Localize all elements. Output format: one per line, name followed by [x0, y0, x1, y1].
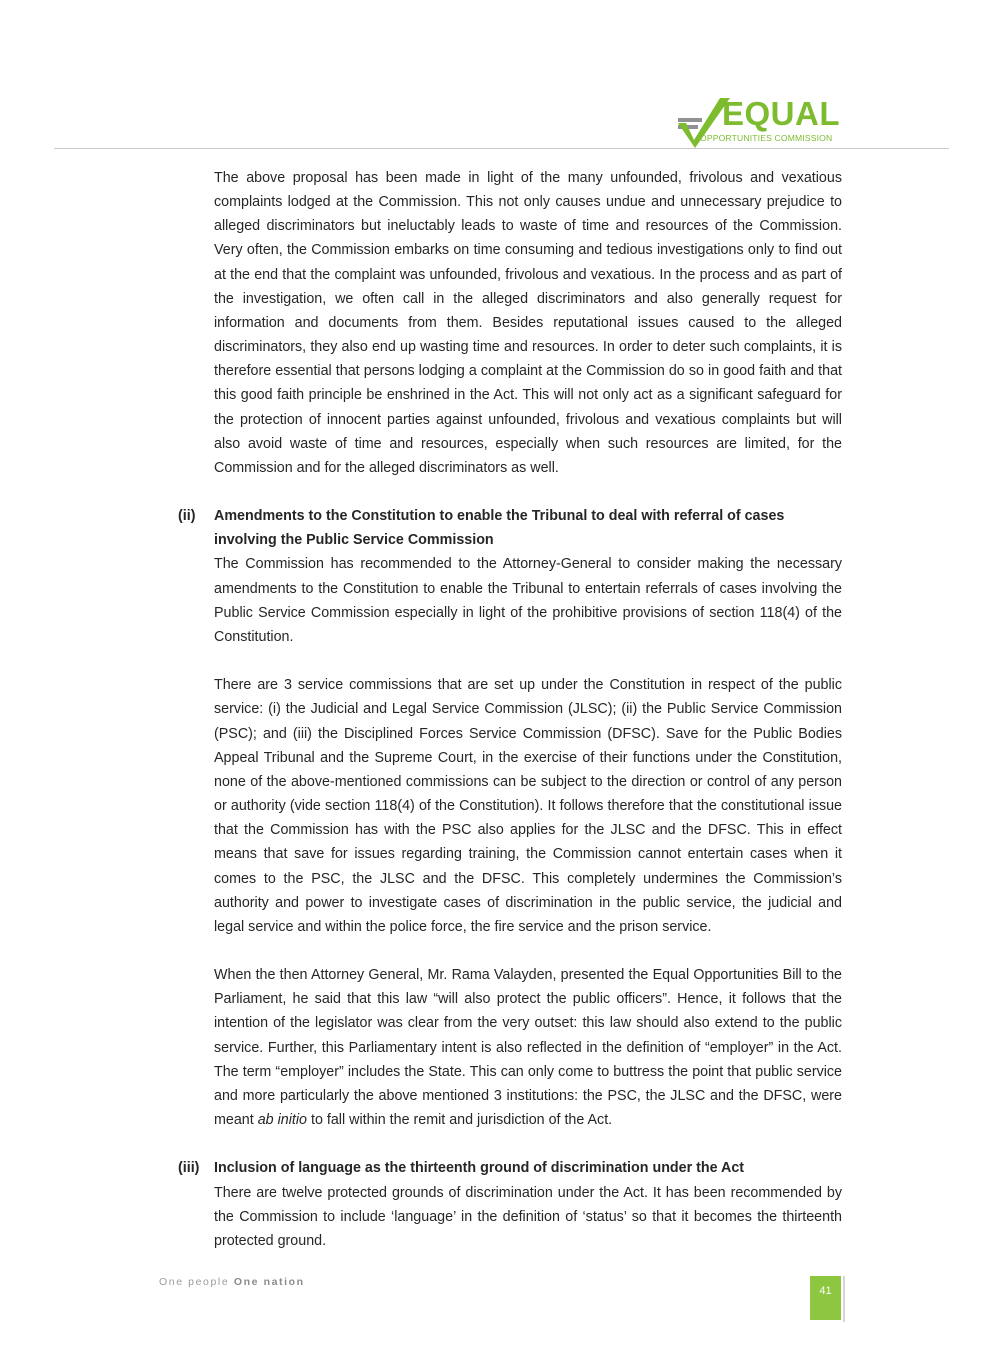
- logo-subtitle: OPPORTUNITIES COMMISSION: [700, 133, 833, 143]
- section-heading: Inclusion of language as the thirteenth ground of discrimination under the Act: [214, 1160, 745, 1177]
- footer-tagline: [159, 1276, 305, 1288]
- section-number: (ii): [178, 508, 196, 525]
- equal-opportunities-logo: [676, 94, 846, 150]
- text-run: to fall within the remit and jurisdiction of the Act.: [307, 1112, 613, 1129]
- section-number: (iii): [178, 1160, 200, 1177]
- paragraph: [214, 963, 842, 1132]
- section-iii: [178, 1156, 842, 1253]
- paragraph: There are 3 service commissions that are set up under the Constitution in respect of the public service: (i) the Judicial and Legal Service Commission (JLSC); (ii) the Public Service Commission (PSC); and (iii) the Disciplined Forces Service Commission (DFSC). Save for the Public Bodies Appeal Tribunal and the Supreme Court, in the exercise of their functions under the Constitution, none of the above-mentioned commissions can be subject to the direction or control of any person or authority (vide section 118(4) of the Constitution). It follows therefore that the constitutional issue that the Commission has with the PSC also applies for the JLSC and the DFSC. This in effect means that save for issues regarding training, the Commission cannot entertain cases when it comes to the PSC, the JLSC and the DFSC. This completely undermines the Commission’s authority and power to investigate cases of discrimination in the public service, the judicial and legal service and within the police force, the fire service and the prison service.: [214, 677, 842, 935]
- page-number-shadow: [843, 1276, 845, 1322]
- page-number-box: [810, 1276, 841, 1320]
- tagline-bold: One nation: [233, 1276, 305, 1288]
- section-heading: Amendments to the Constitution to enable the Tribunal to deal with referral of cases involving the Public Service Commission: [214, 508, 785, 549]
- page-body: [178, 166, 842, 1253]
- paragraph: There are twelve protected grounds of discrimination under the Act. It has been recommended by the Commission to include ‘language’ in the definition of ‘status’ so that it becomes the thirteenth protected ground.: [214, 1184, 842, 1249]
- paragraph-good-faith: The above proposal has been made in light of the many unfounded, frivolous and vexatious complaints lodged at the Commission. This not only causes undue and unnecessary prejudice to alleged discriminators but ineluctably leads to waste of time and resources of the Commission. Very often, the Commission embarks on time consuming and tedious investigations only to find out at the end that the complaint was unfounded, frivolous and vexatious. In the process and as part of the investigation, we often call in the alleged discriminators and also generally request for information and documents from them. Besides reputational issues caused to the alleged discriminators, they also end up wasting time and resources. In order to deter such complaints, it is therefore essential that persons lodging a complaint at the Commission do so in good faith and that this good faith principle be enshrined in the Act. This will not only act as a significant safeguard for the protection of innocent parties against unfounded, frivolous and vexatious complaints but will also avoid waste of time and resources, especially when such resources are limited, for the Commission and for the alleged discriminators as well.: [214, 170, 842, 476]
- section-ii: [178, 504, 842, 1132]
- tagline-light: One people: [159, 1276, 230, 1288]
- italic-text: ab initio: [257, 1112, 307, 1129]
- text-run: When the then Attorney General, Mr. Rama Valayden, presented the Equal Opportunities Bill to the Parliament, he said that this law “will also protect the public officers”. Hence, it follows that the intention of the legislator was clear from the very outset: this law should also extend to the public service. Further, this Parliamentary intent is also reflected in the definition of “employer” in the Act. The term “employer” includes the State. This can only come to buttress the point that public service and more particularly the above mentioned 3 institutions: the PSC, the JLSC and the DFSC, were meant: [214, 967, 842, 1129]
- page-number: 41: [819, 1285, 832, 1297]
- logo-word: EQUAL: [722, 95, 840, 132]
- paragraph: The Commission has recommended to the Attorney-General to consider making the necessary amendments to the Constitution to enable the Tribunal to entertain referrals of cases involving the Public Service Commission especially in light of the prohibitive provisions of section 118(4) of the Constitution.: [214, 556, 842, 645]
